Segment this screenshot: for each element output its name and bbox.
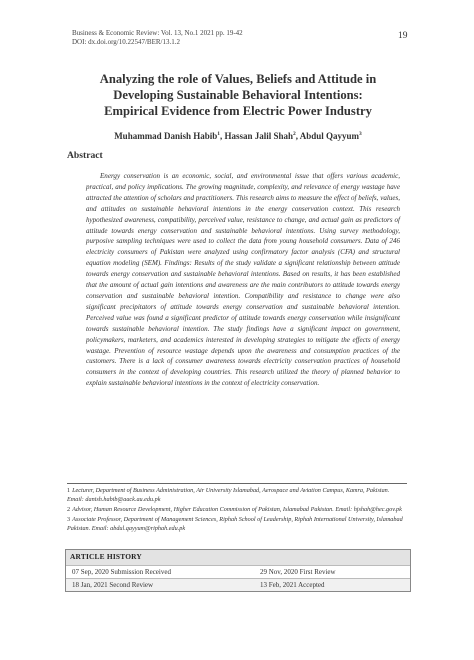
article-history-box (65, 549, 411, 592)
author-separator: , (219, 131, 225, 141)
abstract-text: Energy conservation is an economic, social, and environmental issue that offers various academic, practical, and policy implications. The growing magnitude, complexity, and relevance of energy wastage have attracted the attention of scholars and practitioners. This research aims to measure the effect of beliefs, values, and attitudes on sustainable behavioral intentions in the energy conservation context. This research hypothesized awareness, compatibility, perceived value, resistance to change, and actual gain as predictors of attitude towards energy conservation and sustainable behavioral intentions. Using survey methodology, purposive sampling techniques were used to collect the data from young household consumers. Data of 246 electricity consumers of Pakistan were analyzed using confirmatory factor analysis (CFA) and structural equation modeling (SEM). Findings: Results of the study validate a significant relationship between attitude towards energy conservation and sustainable behavioral intentions. Based on results, it has been established that the amount of actual gain intentions and awareness are the main contributors to attitude towards energy conservation and sustainable behavioral intention. Compatibility and resistance to change were also significant precipitators of attitude towards energy conservation and sustainable behavioral intention. Perceived value was found a significant predictor of attitude towards energy conservation while insignificant towards sustainable behavioral intention. The study findings have a significant impact on government, policymakers, marketers, and academics interested in developing strategies to mitigate the effects of energy wastage. Prevention of resource wastage depends upon the awareness and consumption practices of the customers. There is a lack of consumer awareness towards electricity conservation practices of household consumers in the context of developing countries. This research utilized the theory of planned behavior to explain sustainable behavioral intentions in the context of electricity conservation. (86, 172, 400, 388)
journal-volume-line: Business & Economic Review: Vol. 13, No.1 2021 pp. 19-42 (72, 29, 243, 37)
history-cell: 13 Feb, 2021 Accepted (260, 581, 325, 589)
author-name: Muhammad Danish Habib (114, 131, 218, 141)
footnote (67, 506, 407, 515)
footnote-number: 3 (67, 516, 71, 524)
author-mark: 1 (217, 131, 220, 137)
history-cell: 07 Sep, 2020 Submission Received (72, 568, 171, 576)
footnote-text: Associate Professor, Department of Management Sciences, Riphah School of Leadership, Riphah International University, Islamabad Pakistan. Email: abdul.qayyum@riphah.edu.pk (67, 516, 403, 532)
history-cell: 18 Jan, 2021 Second Review (72, 581, 154, 589)
footnote (67, 516, 407, 533)
doi-line[interactable]: DOI: dx.doi.org/10.22547/BER/13.1.2 (72, 38, 180, 46)
paper-title (66, 71, 410, 119)
footnote-text: Advisor, Human Resource Development, Higher Education Commission of Pakistan, Islamabad Pakistan. Email: hjshah@hec.gov.pk (72, 505, 402, 513)
footnotes (67, 487, 407, 535)
author-mark: 2 (293, 131, 296, 137)
abstract-heading: Abstract (67, 150, 103, 161)
journal-citation (72, 29, 243, 47)
article-history-title: ARTICLE HISTORY (66, 550, 410, 565)
history-row (66, 565, 410, 578)
author-name: Abdul Qayyum (299, 131, 360, 141)
footnote-divider (67, 483, 407, 484)
history-cell: 29 Nov, 2020 First Review (260, 568, 336, 576)
title-line: Analyzing the role of Values, Beliefs and Attitude in (99, 72, 377, 86)
author-mark: 3 (359, 131, 362, 137)
footnote-number: 2 (67, 505, 71, 513)
footnote-number: 1 (67, 487, 71, 494)
history-row (66, 578, 410, 591)
author-separator: , (295, 131, 300, 141)
author-list (66, 131, 410, 141)
page-number: 19 (398, 31, 408, 41)
title-line: Empirical Evidence from Electric Power Industry (104, 104, 372, 118)
footnote-text: Lecturer, Department of Business Administration, Air University Islamabad, Aerospace and Aviation Campus, Kamra, Pakistan. Email: danish.habib@aack.au.edu.pk (67, 487, 390, 503)
footnote (67, 487, 407, 504)
title-line: Developing Sustainable Behavioral Intentions: (113, 88, 363, 102)
author-name: Hassan Jalil Shah (224, 131, 293, 141)
